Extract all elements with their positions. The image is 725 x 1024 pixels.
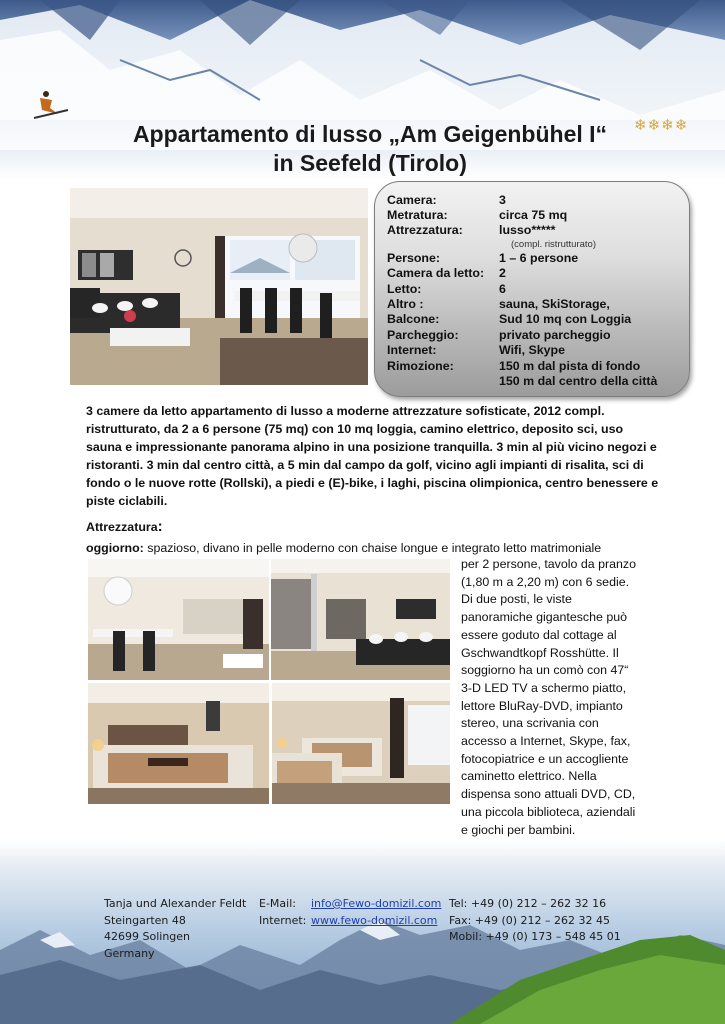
website-link[interactable]: www.fewo-domizil.com [311,913,438,927]
contact-city: 42699 Solingen [104,930,191,943]
equipment-heading: Attrezzatura: [86,518,163,535]
contact-street: Steingarten 48 [104,913,186,927]
contact-name: Tanja und Alexander Feldt [104,897,247,910]
living-room-label: oggiorno: [86,541,144,555]
internet-label: Internet: [259,913,307,927]
skier-icon [30,88,70,124]
phone-fax: Fax: +49 (0) 212 – 262 32 45 [449,913,611,927]
living-room-photo [70,188,368,385]
contact-labels [259,896,306,929]
email-link[interactable]: info@Fewo-domizil.com [311,897,442,910]
contact-address [104,896,246,962]
email-label: E-Mail: [259,897,296,910]
phone-tel: Tel: +49 (0) 212 – 262 32 16 [449,897,607,910]
phone-mobile: Mobil: +49 (0) 173 – 548 45 01 [449,930,621,943]
photo-bedroom-2 [272,683,450,804]
title-line-1: Appartamento di lusso „Am Geigenbühel I“ [132,121,608,147]
title-line-2: in Seefeld (Tirolo) [273,150,467,176]
living-room-first-line: oggiorno: spazioso, divano in pelle moderno con chaise longue e integrato letto matrimoniale [86,541,602,555]
rating-stars: ❄❄❄❄ [634,117,689,134]
page-title [60,120,680,178]
living-room-description: per 2 persone, tavolo da pranzo (1,80 m a 2,20 m) con 6 sedie. Di due posti, le viste panoramiche gigantesche può essere goduto dal cottage al Gschwandtkopf Rosshütte. Il soggiorno ha un comò con 47“ 3-D LED TV a schermo piatto, lettore BluRay-DVD, impianto stereo, una scrivania con accesso a Internet, Skype, fax, fotocopiatrice e un accogliente caminetto elettrico. Nella dispensa sono attuali DVD, CD, una piccola biblioteca, aziendali e giochi per bambini. [461,557,636,837]
photo-kitchen-living [271,559,450,680]
apartment-facts-box: Camera: 3 Metratura: circa 75 mq Attrezzatura: lusso***** (compl. ristrutturato) Persone: 1 – 6 persone Camera da letto: 2 Letto: 6 Altro : sauna, SkiStorage, Balcone: Sud 10 mq con Loggia Parcheggio: privato parcheggio Internet: Wifi, Skype Rimozione: 150 m dal pista di fondo 150 m dal centro della città [374,181,690,397]
photo-bedroom-1 [88,683,269,804]
contact-country: Germany [104,946,155,960]
photo-dining-area [88,559,269,680]
contact-phones [449,896,621,946]
contact-links [311,896,441,929]
intro-paragraph: 3 camere da letto appartamento di lusso a moderne attrezzature sofisticate, 2012 compl. ristrutturato, da 2 a 6 persone (75 mq) con 10 mq loggia, camino elettrico, deposito sci, uso sauna e impressionante panorama alpino in una posizione tranquilla. 3 min al più vicino negozi e ristoranti. 3 min dal centro città, a 5 min dal campo da golf, vicino agli impianti di risalita, sci di fondo o le nuove rotte (Rollski), a piedi e (E)-bike, i laghi, piscina olimpionica, centro benessere e piste ciclabili. [86,404,659,508]
